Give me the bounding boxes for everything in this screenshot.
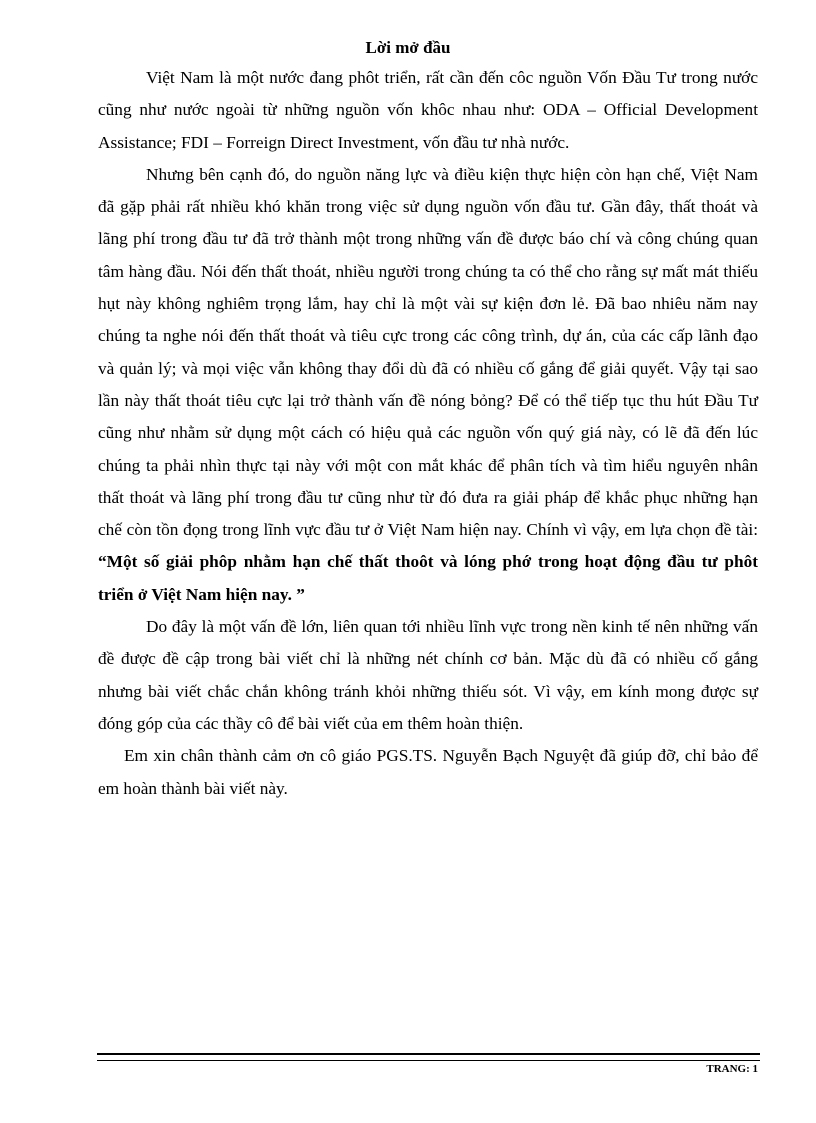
document-title: Lời mở đầu (365, 38, 451, 57)
scope-paragraph: Do đây là một vấn đề lớn, liên quan tới nhiều lĩnh vực trong nền kinh tế nên những vấn đề được đề cập trong bài viết chỉ là những nét chính cơ bản. Mặc dù đã có nhiều cố gắng nhưng bài viết chắc chắn không tránh khỏi những thiếu sót. Vì vậy, em kính mong được sự đóng góp của các thầy cô để bài viết của em thêm hoàn thiện. (98, 617, 758, 733)
context-paragraph (98, 159, 758, 611)
context-text: Nhưng bên cạnh đó, do nguồn năng lực và điều kiện thực hiện còn hạn chế, Việt Nam đã gặp phải rất nhiều khó khăn trong việc sử dụng nguồn vốn đầu tư. Gần đây, thất thoát và lãng phí trong đầu tư đã trở thành một trong những vấn đề được báo chí và công chúng quan tâm hàng đầu. Nói đến thất thoát, nhiều người trong chúng ta có thể cho rằng sự mất mát thiếu hụt này không nghiêm trọng lắm, hay chỉ là một vài sự kiện đơn lẻ. Đã bao nhiêu năm nay chúng ta nghe nói đến thất thoát và tiêu cực trong các công trình, dự án, của các cấp lãnh đạo và quản lý; và mọi việc vẫn không thay đổi dù đã có nhiều cố gắng để giải quyết. Vậy tại sao lần này thất thoát tiêu cực lại trở thành vấn đề nóng bỏng? Để có thể tiếp tục thu hút Đầu Tư cũng như nhằm sử dụng một cách có hiệu quả các nguồn vốn quý giá này, có lẽ đã đến lúc chúng ta phải nhìn thực tại này với một con mắt khác để phân tích và tìm hiểu nguyên nhân thất thoát và lãng phí trong đầu tư cũng như từ đó đưa ra giải pháp để khắc phục những hạn chế còn tồn đọng trong lĩnh vực đầu tư ở Việt Nam hiện nay. Chính vì vậy, em lựa chọn đề tài: (98, 164, 758, 540)
footer-divider (97, 1053, 760, 1061)
acknowledgement-paragraph: Em xin chân thành cảm ơn cô giáo PGS.TS. Nguyễn Bạch Nguyệt đã giúp đỡ, chỉ bảo để em hoàn thành bài viết này. (98, 746, 758, 798)
intro-paragraph: Việt Nam là một nước đang phôt triển, rất cần đến côc nguồn Vốn Đầu Tư trong nước cũng như nước ngoài từ những nguồn vốn khôc nhau như: ODA – Official Development Assistance; FDI – Forreign Direct Investment, vốn đầu tư nhà nước. (98, 68, 758, 152)
page-number: TRANG: 1 (706, 1063, 758, 1075)
thesis-topic: “Một số giải phôp nhằm hạn chế thất thoôt và lóng phớ trong hoạt động đầu tư phôt triển ở Việt Nam hiện nay. ” (98, 552, 758, 604)
document-body (98, 62, 758, 805)
